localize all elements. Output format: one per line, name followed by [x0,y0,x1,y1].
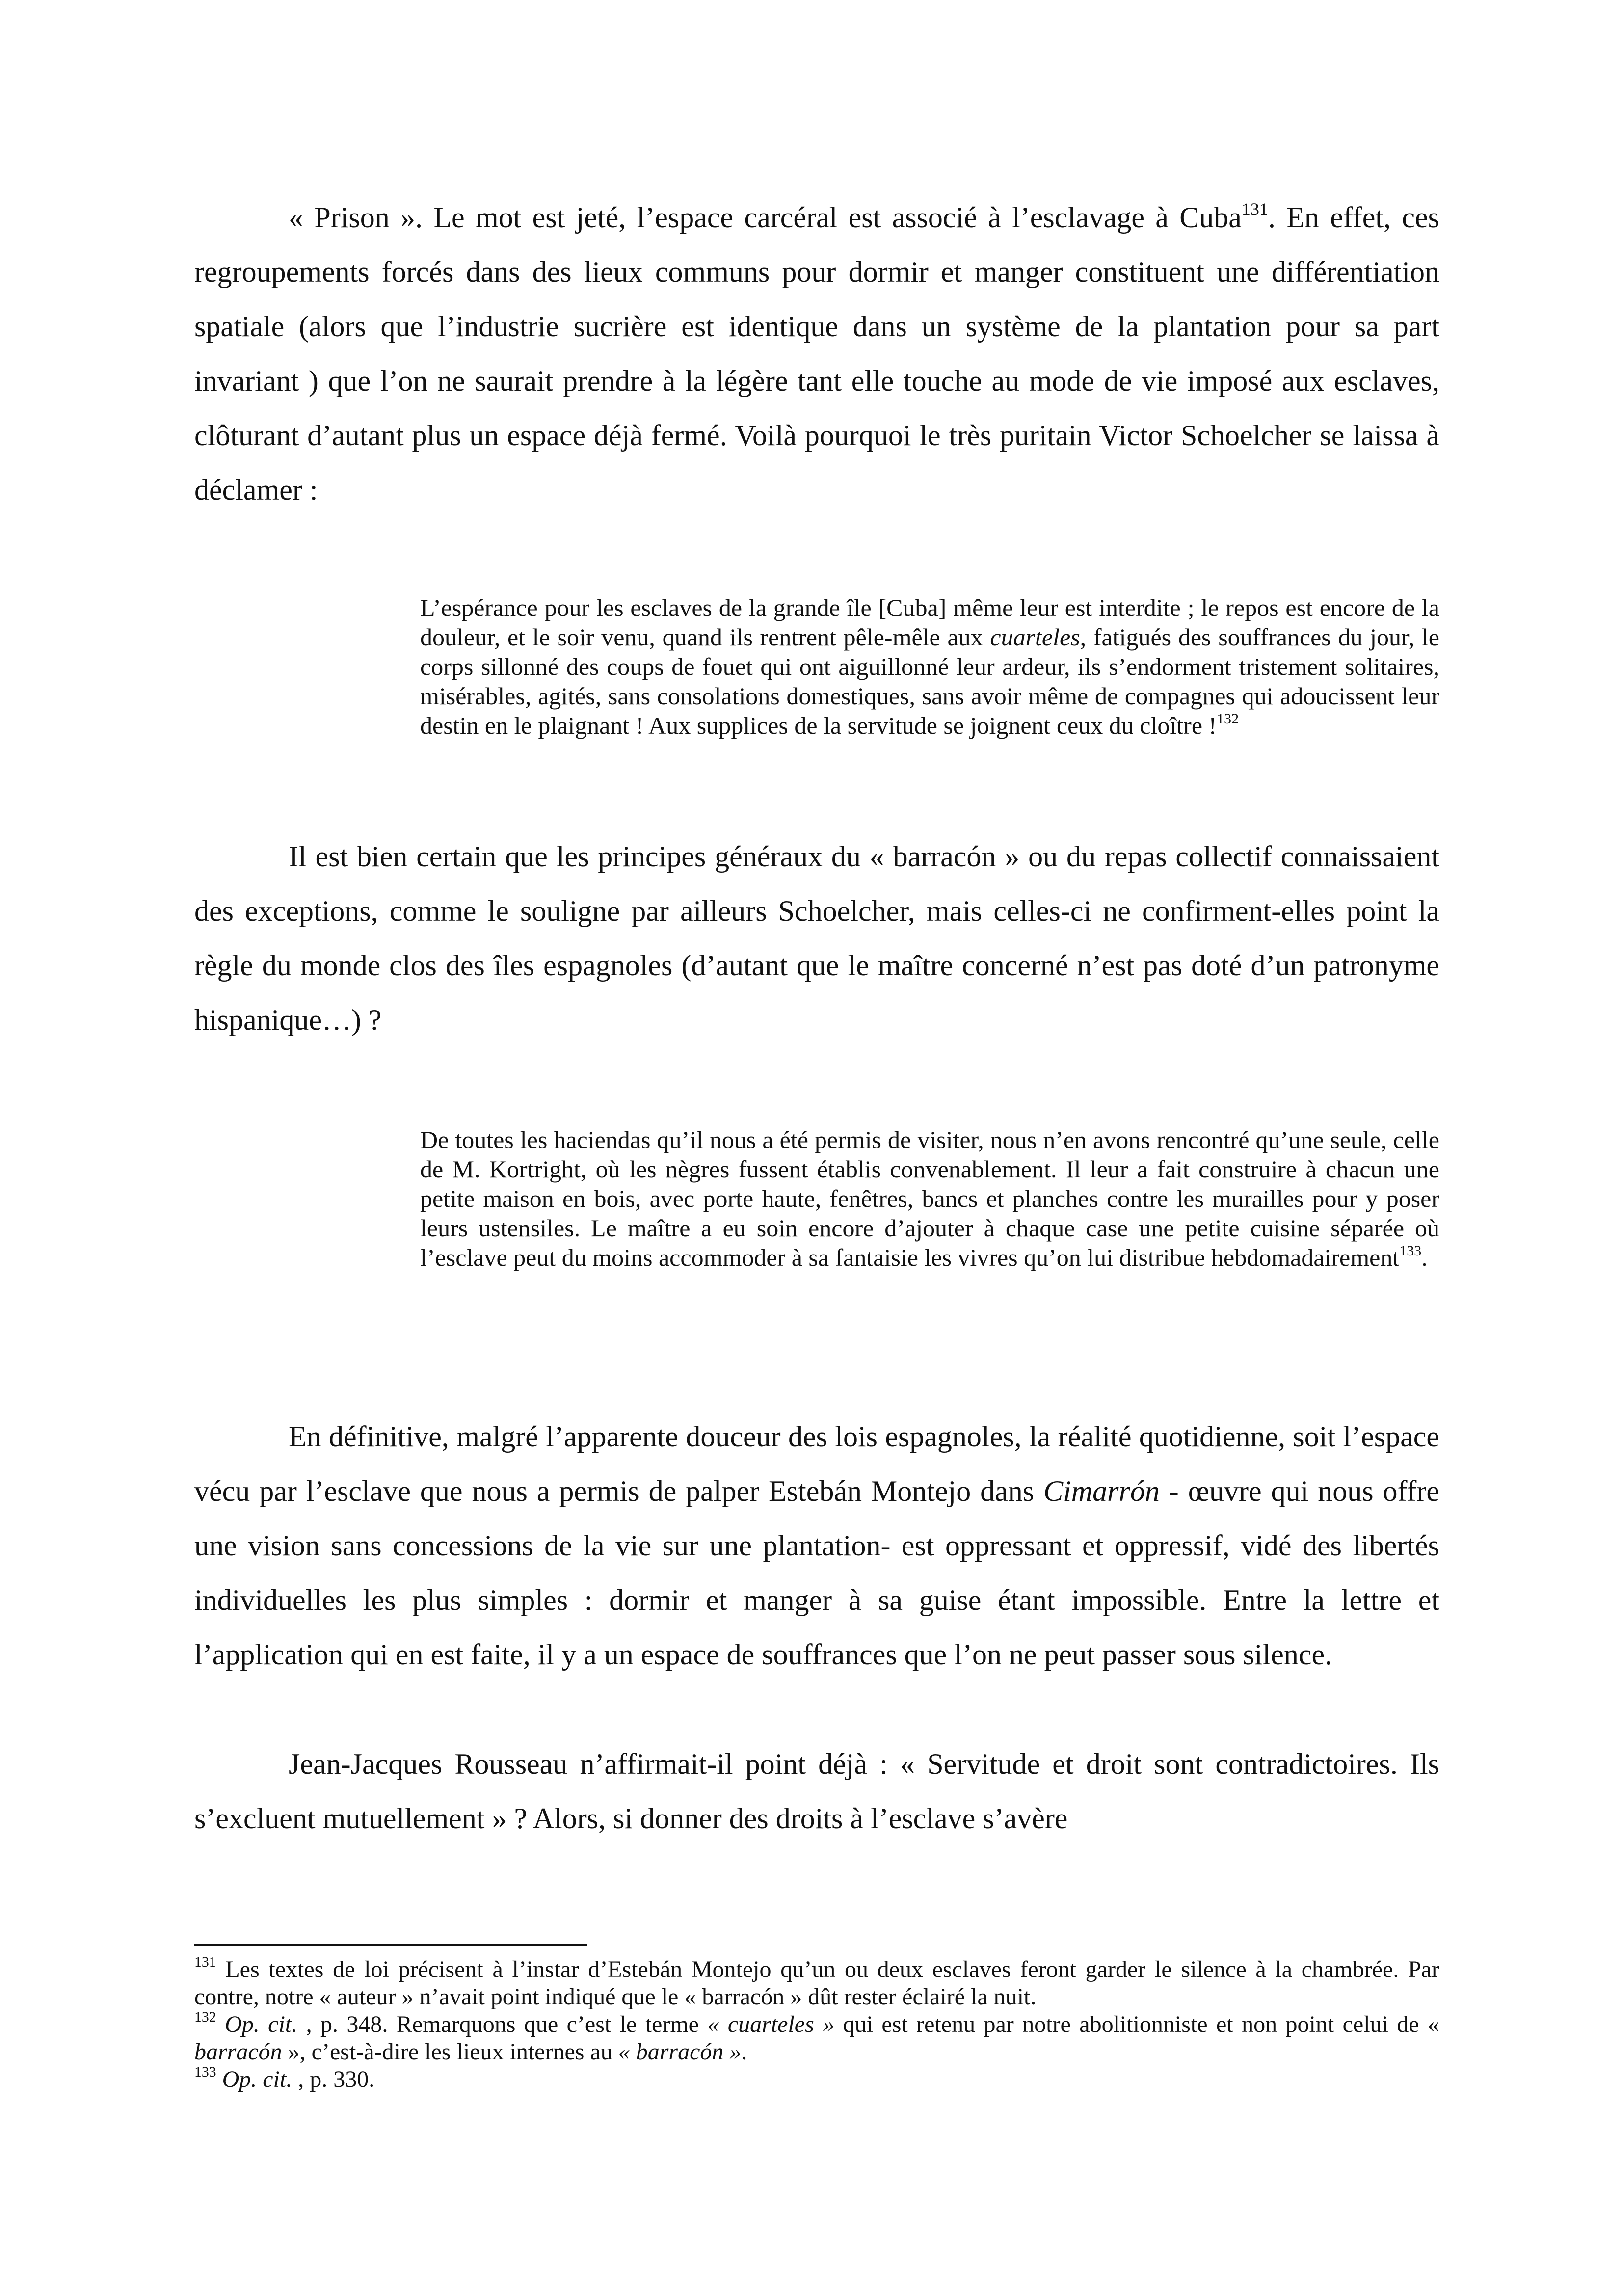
footnote-132: $^{132}$ Op. cit. , p. 348. Remarquons que c’est le terme « cuarteles » qui est retenu par notre abolitionniste et non point celui de « barracón », c’est-à-dire les lieux internes au « barracón ». [194,2009,1440,2065]
footnotes [194,1956,1439,2093]
paragraph-rousseau: Jean-Jacques Rousseau n’affirmait-il point déjà : « Servitude et droit sont contradictoires. Ils s’excluent mutuellement » ? Alors, si donner des droits à l’esclave s’avère [194,1748,1439,1835]
block-quote-schoelcher: L’espérance pour les esclaves de la grande île [Cuba] même leur est interdite ; le repos est encore de la douleur, et le soir venu, quand ils rentrent pêle-mêle aux cuarteles, fatigués des souffrances du jour, le corps sillonné des coups de fouet qui ont aiguillonné leur ardeur, ils s’endorment tristement solitaires, misérables, agités, sans consolations domestiques, sans avoir même de compagnes qui adoucissent leur destin en le plaignant ! Aux supplices de la servitude se joignent ceux du cloître !$^{132}$ [420,594,1439,739]
footnote-ref-133[interactable]: 133 [1399,1243,1422,1259]
footnote-ref-131[interactable]: 131 [1241,199,1268,219]
paragraph-prison: « Prison ». Le mot est jeté, l’espace carcéral est associé à l’esclavage à Cuba$^{131}$. En effet, ces regroupements forcés dans des lieux communs pour dormir et manger constituent une différentiation spatiale (alors que l’industrie sucrière est identique dans un système de la plantation pour sa part invariant ) que l’on ne saurait prendre à la légère tant elle touche au mode de vie imposé aux esclaves, clôturant d’autant plus un espace déjà fermé. Voilà pourquoi le très puritain Victor Schoelcher se laissa à déclamer : [194,199,1440,506]
paragraph-barracon: Il est bien certain que les principes généraux du « barracón » ou du repas collectif connaissaient des exceptions, comme le souligne par ailleurs Schoelcher, mais celles-ci ne confirment-elles point la règle du monde clos des îles espagnoles (d’autant que le maître concerné n’est pas doté d’un patronyme hispanique…) ? [194,840,1439,1036]
footnote-133: $^{133}$ Op. cit. , p. 330. [194,2064,375,2092]
footnote-131: $^{131}$ Les textes de loi précisent à l’instar d’Estebán Montejo qu’un ou deux esclaves feront garder le silence à la chambrée. Par contre, notre « auteur » n’avait point indiqué que le « barracón » dût rester éclairé la nuit. [194,1954,1439,2010]
document-page [194,0,1439,2296]
block-quote-kortright: De toutes les haciendas qu’il nous a été permis de visiter, nous n’en avons rencontré qu’une seule, celle de M. Kortright, où les nègres fussent établis convenablement. Il leur a fait construire à chacun une petite maison en bois, avec porte haute, fenêtres, bancs et planches contre les murailles pour y poser leurs ustensiles. Le maître a eu soin encore d’ajouter à chaque case une petite cuisine séparée où l’esclave peut du moins accommoder à sa fantaisie les vivres qu’on lui distribue hebdomadairement$^{133}$. [420,1126,1439,1271]
footnote-ref-132[interactable]: 132 [1217,711,1239,727]
footnote-separator [194,1944,587,1946]
paragraph-definitive: En définitive, malgré l’apparente douceur des lois espagnoles, la réalité quotidienne, soit l’espace vécu par l’esclave que nous a permis de palper Estebán Montejo dans Cimarrón - œuvre qui nous offre une vision sans concessions de la vie sur une plantation- est oppressant et oppressif, vidé des libertés individuelles les plus simples : dormir et manger à sa guise étant impossible. Entre la lettre et l’application qui en est faite, il y a un espace de souffrances que l’on ne peut passer sous silence. [194,1420,1439,1671]
